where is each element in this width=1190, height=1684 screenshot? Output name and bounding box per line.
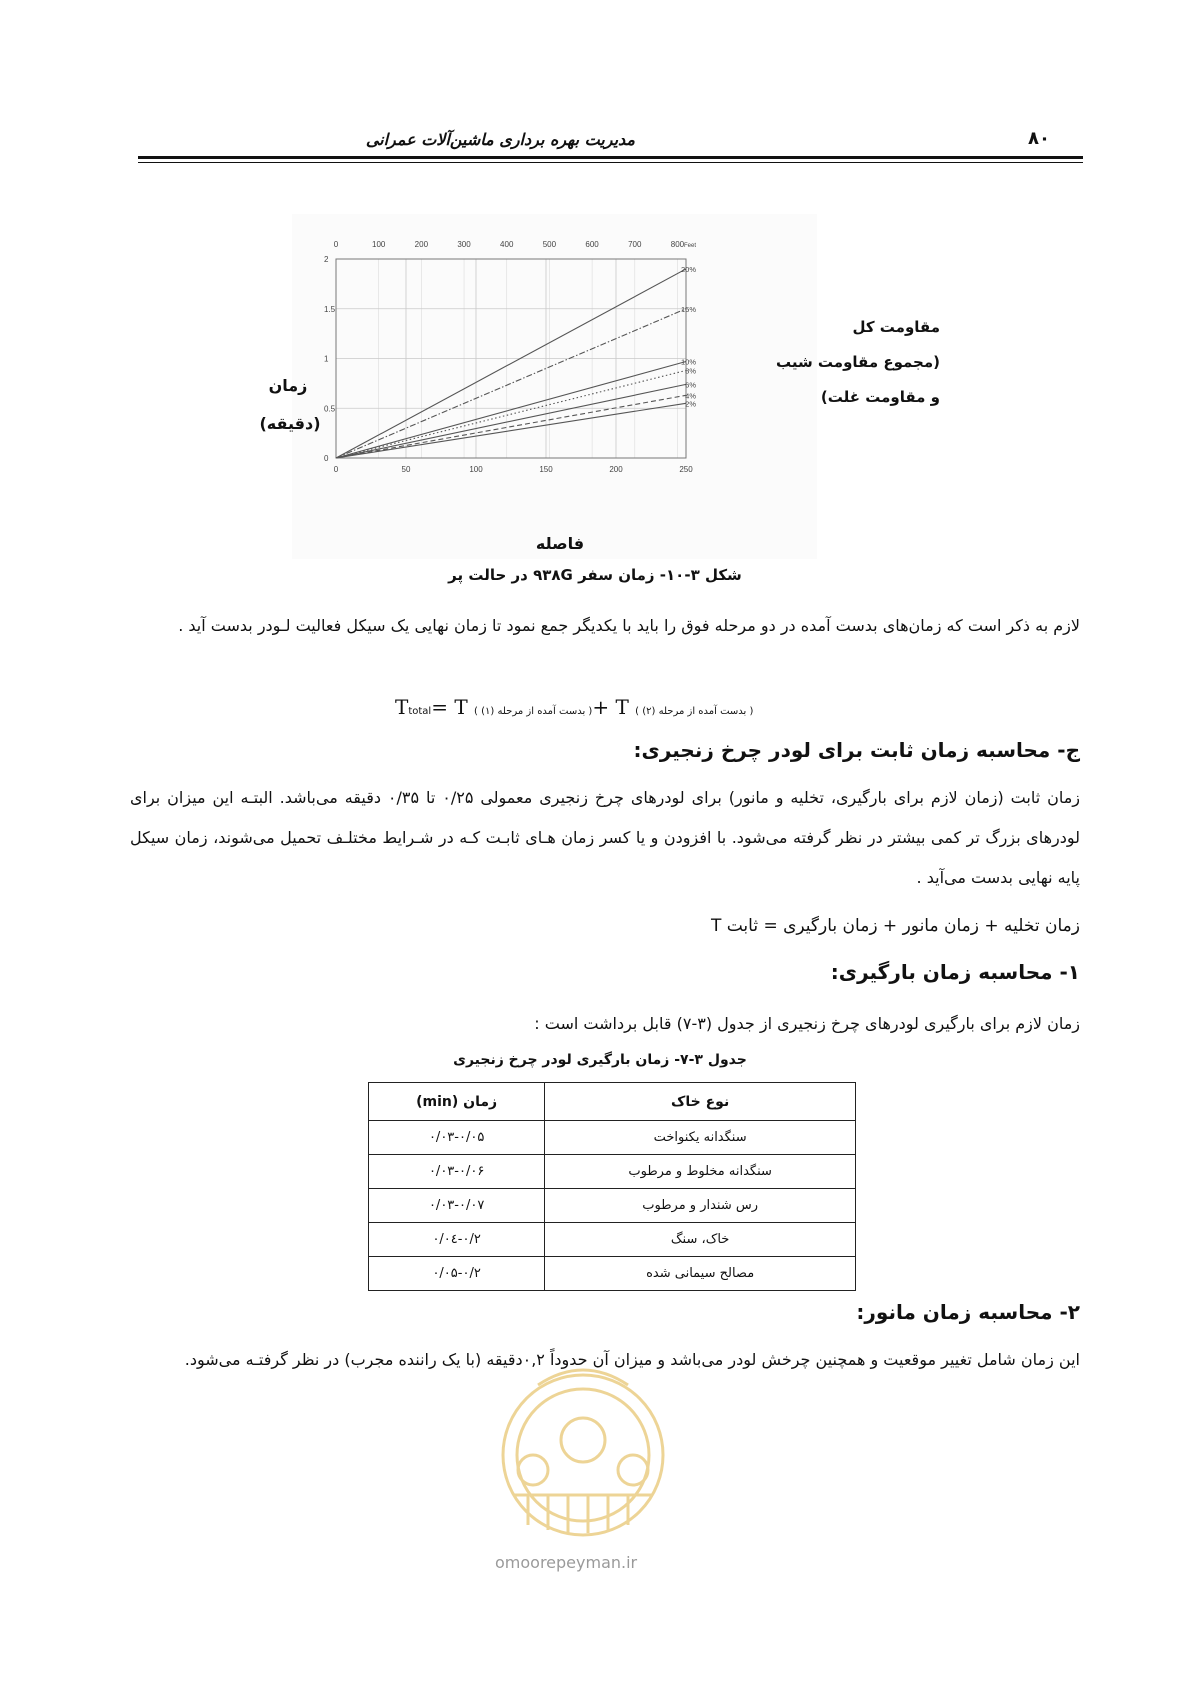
loading-time-table xyxy=(368,1082,856,1291)
formula-eq: = T xyxy=(431,695,468,719)
series-label: 10% xyxy=(680,357,696,367)
x-tick-label: 50 xyxy=(401,465,411,474)
x-top-tick-label: 100 xyxy=(372,240,386,249)
resistance-label-line3: و مقاومت غلت) xyxy=(820,388,940,406)
header-rule-thin xyxy=(138,162,1083,163)
y-tick-label: 1.5 xyxy=(324,304,336,314)
formula-total-sub: total xyxy=(408,706,432,717)
table-row xyxy=(369,1121,856,1155)
x-top-tick-label: 400 xyxy=(500,240,514,249)
series-label: 20% xyxy=(680,264,696,274)
soil-type-cell: خاک، سنگ xyxy=(545,1223,856,1257)
section-c-text: زمان ثابت (زمان لازم برای بارگیری، تخلیه و مانور) برای لودرهای چرخ زنجیری معمولی ۰/۲۵ تا ۰/۳۵ دقیقه می‌باشد. البتـه این میزان برای لودرهای بزرگ تر کمی بیشتر در نظر گرفته می‌شود. با افزودن و یا کسر زمان هـای ثابـت کـه در شـرایط مختلـف تحمیل می‌شوند، زمان سیکل پایه نهایی بدست می‌آید . xyxy=(130,788,1081,887)
y-tick-label: 2 xyxy=(324,255,329,264)
section-c-heading: ج- محاسبه زمان ثابت برای لودر چرخ زنجیری: xyxy=(633,738,1080,762)
header-soil-type: نوع خاک xyxy=(545,1083,856,1121)
formula-sub2: ( بدست آمده از مرحله (۲) ) xyxy=(635,706,754,717)
series-label: 4% xyxy=(685,391,696,401)
y-axis-label-line1: زمان xyxy=(268,376,308,395)
y-tick-label: 0.5 xyxy=(324,404,336,414)
x-tick-label: 250 xyxy=(679,465,693,474)
x-tick-label: 0 xyxy=(333,465,339,474)
section-2-heading: ۲- محاسبه زمان مانور: xyxy=(856,1300,1080,1324)
x-top-tick-label: 800 xyxy=(670,240,685,249)
section-1-heading: ۱- محاسبه زمان بارگیری: xyxy=(830,960,1080,984)
time-cell: ۰/۰۳-۰/۰۷ xyxy=(369,1189,545,1223)
page-number: ۸۰ xyxy=(1028,128,1050,149)
table-caption: جدول ۳-۷- زمان بارگیری لودر چرخ زنجیری xyxy=(453,1052,747,1068)
time-cell: ۰/۰۵-۰/۲ xyxy=(369,1257,545,1291)
time-cell: ۰/۰۳-۰/۰۶ xyxy=(369,1155,545,1189)
x-top-tick-label: 0 xyxy=(333,240,339,249)
x-top-tick-label: 700 xyxy=(628,240,642,249)
soil-type-cell: سنگدانه یکنواخت xyxy=(545,1121,856,1155)
table-row xyxy=(369,1257,856,1291)
soil-type-cell: سنگدانه مخلوط و مرطوب xyxy=(545,1155,856,1189)
series-label: 8% xyxy=(685,366,696,376)
x-tick-label: 100 xyxy=(469,465,483,474)
y-tick-label: 0 xyxy=(324,454,329,463)
table-row xyxy=(369,1189,856,1223)
series-label: 2% xyxy=(685,399,696,409)
series-label: 6% xyxy=(685,380,696,390)
chart-background xyxy=(292,214,817,559)
table-header-row xyxy=(369,1083,856,1121)
time-cell: ۰/۰۳-۰/۰۵ xyxy=(369,1121,545,1155)
formula-plus: + T xyxy=(592,695,629,719)
x-tick-label: 150 xyxy=(539,465,553,474)
watermark-url: omoorepeyman.ir xyxy=(495,1553,638,1572)
paragraph-sum-times: لازم به ذکر است که زمان‌های بدست آمده در دو مرحله فوق را باید با یکدیگر جمع نمود تا زمان نهایی یک سیکل فعالیت لـودر بدست آید . xyxy=(178,616,1080,635)
travel-time-chart xyxy=(292,214,817,559)
y-tick-label: 1 xyxy=(324,354,329,364)
x-top-tick-label: 500 xyxy=(542,240,557,249)
x-tick-label: 200 xyxy=(609,465,623,474)
resistance-label-line2: (مجموع مقاومت شیب xyxy=(775,353,940,371)
header-time: زمان (min) xyxy=(369,1083,545,1121)
series-label: 15% xyxy=(680,304,696,314)
fixed-time-equation: زمان تخلیه + زمان مانور + زمان بارگیری = ثابت T xyxy=(710,916,1080,936)
soil-type-cell: مصالح سیمانی شده xyxy=(545,1257,856,1291)
y-axis-label-line2: (دقیقه) xyxy=(259,414,321,433)
formula-sub1: ( بدست آمده از مرحله (۱) ) xyxy=(474,706,593,717)
section-2-text: این زمان شامل تغییر موقعیت و همچنین چرخش لودر می‌باشد و میزان آن حدوداً ۰,۲دقیقه (با یک راننده مجرب) در نظر گرفتـه می‌شود. xyxy=(184,1350,1080,1369)
x-top-tick-label: 600 xyxy=(585,240,599,249)
table-row xyxy=(369,1223,856,1257)
x-axis-label: فاصله xyxy=(535,534,585,553)
table-row xyxy=(369,1155,856,1189)
x-top-tick-label: 200 xyxy=(414,240,429,249)
soil-type-cell: رس شندار و مرطوب xyxy=(545,1189,856,1223)
resistance-label-line1: مقاومت کل xyxy=(852,318,940,336)
section-1-text: زمان لازم برای بارگیری لودرهای چرخ زنجیری از جدول (۳-۷) قابل برداشت است : xyxy=(534,1014,1080,1033)
total-time-formula xyxy=(395,695,753,719)
time-cell: ۰/۰٤-۰/۲ xyxy=(369,1223,545,1257)
formula-lhs: T xyxy=(395,695,409,719)
header-rule-thick xyxy=(138,156,1083,159)
x-top-unit-label: Feet xyxy=(683,243,696,249)
figure-caption: شکل ۳-۱۰- زمان سفر ۹۳۸G در حالت پر xyxy=(448,566,742,584)
running-header-title: مدیریت بهره برداری ماشین‌آلات عمرانی xyxy=(365,130,635,149)
x-top-tick-label: 300 xyxy=(457,240,471,249)
watermark-logo xyxy=(478,1345,688,1565)
